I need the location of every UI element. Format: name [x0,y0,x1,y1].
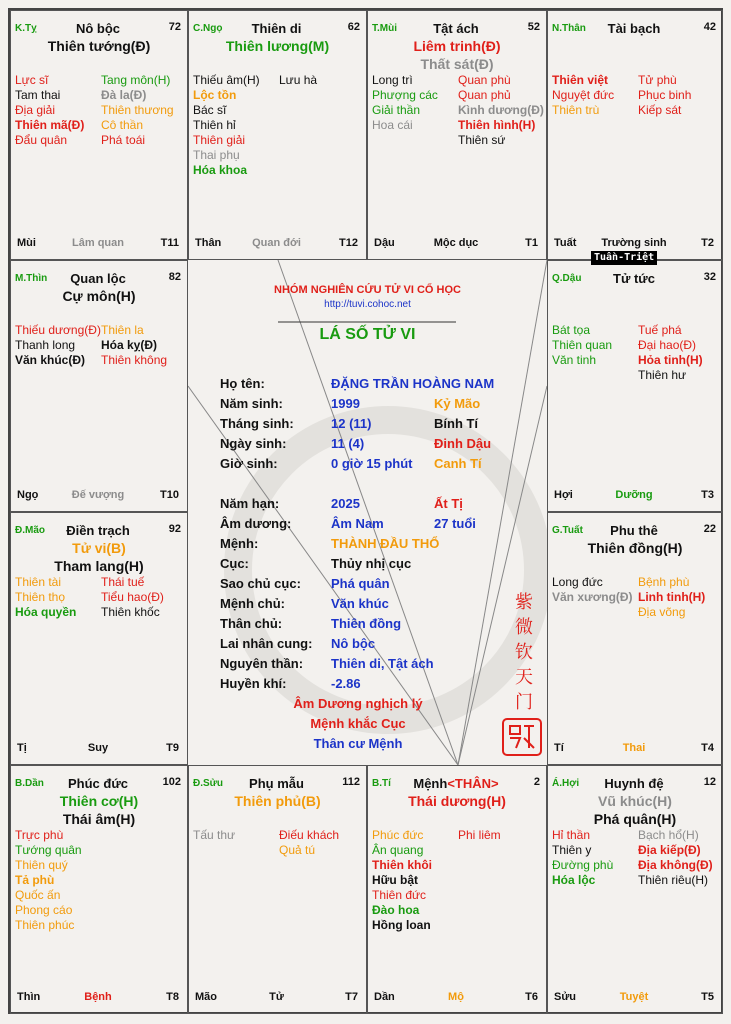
info-value: 11 (4) [331,436,365,451]
minor-star[interactable]: Tuế phá [638,323,682,337]
minor-star[interactable]: Phục binh [638,88,692,102]
info-label: Mệnh: [220,536,259,551]
tuvi-chart [8,8,723,1014]
minor-star[interactable]: Thiếu dương(Đ) [15,323,101,337]
minor-star[interactable]: Thiên quý [15,858,68,872]
info-value-secondary: Đinh Dậu [434,436,492,451]
palace-name: Tài bạch [607,21,661,36]
main-star[interactable]: Thất sát(Đ) [420,56,494,72]
main-stars [11,539,187,575]
minor-star[interactable]: Ân quang [372,843,424,857]
minor-star[interactable]: Hoa cái [372,118,413,132]
palace-footer [554,742,714,756]
palace-name: Quan lộc [70,271,126,286]
minor-star[interactable]: Văn xương(Đ) [552,590,633,604]
minor-star[interactable]: Thiên y [552,843,592,857]
life-stage: Tuyệt [619,991,649,1003]
minor-star[interactable]: Tang môn(H) [101,73,171,87]
palace-header [15,523,181,539]
minor-stars-right [279,73,317,88]
palace-footer [195,991,358,1005]
heavenly-stem: Q.Dậu [552,273,582,284]
palace-tat-ach[interactable] [367,10,547,260]
life-stage: Mộ [448,991,464,1003]
minor-stars-right [458,828,501,843]
info-value: 12 (11) [331,416,372,431]
minor-star[interactable]: Phượng các [372,88,438,102]
info-label: Ngày sinh: [220,436,287,451]
minor-star[interactable]: Phá toái [101,133,146,147]
earthly-branch: Thìn [17,991,41,1003]
palace-menh[interactable] [367,765,547,1014]
heavenly-stem: G.Tuất [552,525,583,536]
minor-star[interactable]: Lực sĩ [15,73,49,87]
heavenly-stem: N.Thân [552,23,586,34]
age-range: T3 [701,489,714,501]
age-range: T8 [166,991,179,1003]
minor-stars-right [101,323,167,368]
age-range: T10 [160,489,179,501]
info-label: Cục: [220,556,249,571]
minor-star[interactable]: Thai phụ [193,148,240,162]
chinese-characters [514,590,534,715]
minor-star[interactable]: Thiên hỉ [193,118,236,132]
minor-star[interactable]: Tấu thư [193,828,236,842]
palace-name: Phúc đức [68,776,128,791]
minor-star[interactable]: Nguyệt đức [552,88,615,102]
life-stage: Dưỡng [615,489,653,501]
minor-star[interactable]: Quan phù [458,73,511,87]
minor-stars-left [552,73,614,118]
palace-name: Huynh đệ [604,776,664,791]
minor-stars-left [372,828,432,933]
palace-footer [17,991,179,1005]
minor-star[interactable]: Địa không(Đ) [638,858,713,872]
minor-star[interactable]: Thiên đức [372,888,427,902]
minor-stars-left [15,323,101,368]
palace-phu-mau[interactable] [188,765,367,1014]
minor-star[interactable]: Tử phù [638,73,677,87]
chart-note: Mệnh khắc Cục [310,716,406,731]
palace-phu-the[interactable] [547,512,723,765]
palace-header [193,21,360,37]
minor-star[interactable]: Tướng quân [15,843,82,857]
earthly-branch: Tuất [554,237,577,249]
life-stage: Đế vượng [71,489,125,501]
palace-number: 62 [347,21,360,33]
minor-stars-left [15,828,82,933]
minor-star[interactable]: Bát tọa [552,323,591,337]
minor-star[interactable]: Thiên la [101,323,144,337]
palace-footer [17,237,179,251]
age-range: T12 [339,237,358,249]
age-range: T9 [166,742,179,754]
minor-stars-right [458,73,544,148]
minor-star[interactable]: Đường phù [552,858,614,872]
info-value-secondary: 27 tuổi [434,516,476,531]
earthly-branch: Dần [374,991,395,1003]
chinese-char: 天 [515,667,533,688]
life-stage: Suy [87,742,109,754]
info-label: Lai nhân cung: [220,636,313,651]
minor-star[interactable]: Hữu bật [372,873,419,887]
minor-star[interactable]: Lộc tồn [193,88,237,102]
minor-star[interactable]: Thiên không [101,353,168,367]
minor-star[interactable]: Thiên tài [15,575,62,589]
minor-star[interactable]: Bệnh phù [638,575,690,589]
minor-star[interactable]: Long trì [372,73,413,87]
minor-star[interactable]: Đào hoa [372,903,420,917]
minor-star[interactable]: Phong cáo [15,903,73,917]
main-star[interactable]: Cự môn(H) [62,288,136,304]
minor-star[interactable]: Bác sĩ [193,103,227,117]
heavenly-stem: Á.Hợi [552,778,580,789]
main-star[interactable]: Thái dương(H) [408,793,506,809]
minor-stars-left [552,828,613,888]
minor-stars-left [15,73,84,148]
age-range: T7 [345,991,358,1003]
heavenly-stem: T.Mùi [372,23,397,34]
earthly-branch: Tí [554,742,564,754]
palace-number: 12 [703,776,716,788]
than-tag: <THÂN> [447,776,499,791]
minor-star[interactable]: Long đức [552,575,603,589]
life-stage: Thai [622,742,646,754]
info-label: Âm dương: [220,516,292,531]
chinese-char: 微 [515,617,533,638]
minor-star[interactable]: Quả tú [279,843,316,857]
minor-star[interactable]: Thiên quan [552,338,613,352]
minor-star[interactable]: Cô thần [101,118,144,132]
minor-star[interactable]: Điếu khách [279,828,340,842]
main-star[interactable]: Tử vi(B) [72,540,126,556]
minor-star[interactable]: Tam thai [15,88,61,102]
minor-star[interactable]: Thiên khốc [101,605,160,619]
palace-footer [374,237,538,251]
minor-star[interactable]: Thái tuế [101,575,145,589]
info-value: Thiên di, Tật ách [331,656,434,671]
main-stars [11,287,187,305]
info-value: 1999 [331,396,360,411]
info-value: Thủy nhị cục [331,556,412,571]
palace-number: 22 [703,523,716,535]
palace-huynh-de[interactable] [547,765,723,1014]
minor-star[interactable]: Thiên việt [552,73,609,87]
palace-footer [17,489,179,503]
palace-number: 92 [168,523,181,535]
center-info-panel [188,260,547,765]
minor-star[interactable]: Thiên mã(Đ) [15,118,85,132]
tuan-triet-label: Tuần-Triệt [591,251,657,265]
main-star[interactable]: Tham lang(H) [54,558,144,574]
main-star[interactable]: Thiên đồng(H) [587,540,683,556]
info-label: Nguyên thần: [220,656,304,671]
heavenly-stem: B.Tí [372,778,391,789]
age-range: T1 [525,237,538,249]
main-stars [548,539,722,557]
info-value: Văn khúc [331,596,389,611]
age-range: T5 [701,991,714,1003]
minor-star[interactable]: Quốc ấn [15,888,61,902]
palace-name: Nô bộc [75,21,121,36]
minor-star[interactable]: Đẩu quân [15,133,68,147]
palace-footer [554,237,714,251]
palace-phuc-duc[interactable] [10,765,188,1014]
minor-star[interactable]: Thiếu âm(H) [193,73,260,87]
minor-stars-right [101,575,164,620]
main-star[interactable]: Vũ khúc(H) [598,793,672,809]
life-stage: Mộc dục [433,237,479,249]
minor-star[interactable]: Thiên thọ [15,590,66,604]
palace-name: Phụ mẫu [249,776,304,791]
palace-number: 82 [168,271,181,283]
main-stars [189,37,366,55]
chart-note: Thân cư Mệnh [313,736,403,751]
main-star[interactable]: Thái âm(H) [62,811,136,827]
palace-name: Phu thê [610,523,658,538]
life-stage: Tử [269,991,284,1003]
palace-tu-tuc[interactable] [547,260,723,512]
info-label: Mệnh chủ: [220,596,285,611]
palace-name: Tật ách [433,21,479,36]
info-value: THÀNH ĐẦU THỔ [331,536,440,551]
minor-star[interactable]: Địa võng [638,605,686,619]
minor-star[interactable]: Kình dương(Đ) [458,103,544,117]
info-label: Tháng sinh: [220,416,294,431]
life-stage: Bệnh [84,991,112,1003]
minor-star[interactable]: Phi liêm [458,828,501,842]
minor-star[interactable]: Thiên thương [101,103,174,117]
palace-header [372,776,540,792]
palace-name: Thiên di [251,21,302,36]
palace-number: 112 [342,776,360,788]
palace-tai-bach[interactable] [547,10,723,260]
palace-header [552,21,716,37]
minor-stars-right [638,575,705,620]
palace-number: 72 [168,21,181,33]
info-value-secondary: Bính Tí [434,416,479,431]
palace-footer [195,237,358,251]
info-label: Họ tên: [220,376,265,391]
earthly-branch: Sửu [554,991,577,1003]
minor-star[interactable]: Phúc đức [372,828,424,842]
palace-header [193,776,360,792]
palace-number: 102 [162,776,181,788]
minor-star[interactable]: Linh tinh(H) [638,590,706,604]
minor-stars-left [15,575,76,620]
minor-star[interactable]: Đà la(Đ) [101,88,147,102]
main-star[interactable]: Phá quân(H) [593,811,677,827]
info-value: Nô bộc [331,636,376,651]
palace-dien-trach[interactable] [10,512,188,765]
palace-header [552,523,716,539]
minor-stars-left [193,828,235,843]
minor-stars-right [638,828,713,888]
palace-number: 42 [703,21,716,33]
earthly-branch: Mão [195,991,217,1003]
minor-star[interactable]: Tiểu hao(Đ) [101,590,164,604]
palace-header [15,271,181,287]
palace-footer [554,991,714,1005]
life-stage: Quan đới [252,237,301,249]
earthly-branch: Thân [195,237,222,249]
heavenly-stem: Đ.Sửu [193,778,224,789]
minor-star[interactable]: Giải thần [372,103,421,117]
minor-star[interactable]: Hỉ thần [552,828,591,842]
minor-star[interactable]: Lưu hà [279,73,318,87]
info-label: Năm hạn: [220,496,280,511]
minor-star[interactable]: Thiên giải [193,133,246,147]
minor-star[interactable]: Quan phủ [458,88,511,102]
minor-star[interactable]: Hóa lộc [552,873,596,887]
minor-star[interactable]: Thiên phúc [15,918,75,932]
chart-title: LÁ SỐ TỬ VI [319,326,416,343]
chinese-char: 门 [515,692,533,713]
main-stars [11,792,187,828]
heavenly-stem: B.Dần [15,778,44,789]
minor-star[interactable]: Thiên sứ [458,133,506,147]
seal-stamp [502,718,542,756]
palace-footer [554,489,714,503]
info-value: Phá quân [331,576,390,591]
minor-star[interactable]: Địa giải [15,103,56,117]
main-star[interactable]: Thiên cơ(H) [59,793,139,809]
life-stage: Trường sinh [601,237,667,249]
palace-footer [17,742,179,756]
main-stars [368,37,546,73]
minor-star[interactable]: Hóa kỵ(Đ) [101,338,158,352]
minor-star[interactable]: Thiên hình(H) [458,118,536,132]
info-value: Thiên đồng [331,616,402,631]
life-stage: Lâm quan [72,237,124,249]
minor-stars-left [552,323,612,368]
earthly-branch: Tị [17,742,27,754]
minor-stars-left [372,73,438,133]
heavenly-stem: Đ.Mão [15,525,45,536]
age-range: T4 [701,742,714,754]
main-star[interactable]: Thiên phủ(B) [234,793,321,809]
minor-star[interactable]: Hóa khoa [193,163,248,177]
minor-star[interactable]: Tả phù [15,873,55,887]
heavenly-stem: K.Tỵ [15,23,37,34]
minor-star[interactable]: Trực phù [15,828,64,842]
minor-star[interactable]: Văn khúc(Đ) [15,353,86,367]
info-value: 0 giờ 15 phút [331,456,413,471]
minor-stars-left [552,575,633,605]
minor-stars-right [279,828,339,858]
minor-star[interactable]: Hóa quyền [15,605,77,619]
minor-star[interactable]: Hỏa tinh(H) [638,353,703,367]
info-value: ĐẶNG TRẦN HOÀNG NAM [331,376,495,391]
main-stars [11,37,187,55]
info-label: Huyền khí: [220,676,287,691]
minor-star[interactable]: Thiên hư [638,368,687,382]
info-label: Năm sinh: [220,396,283,411]
info-value-secondary: Kỷ Mão [434,396,481,411]
minor-star[interactable]: Hồng loan [372,918,431,932]
minor-star[interactable]: Đại hao(Đ) [638,338,697,352]
palace-number: 32 [703,271,716,283]
palace-name: Điền trạch [66,523,130,538]
heavenly-stem: M.Thìn [15,273,48,284]
info-value-secondary: Ất Tị [434,496,463,511]
earthly-branch: Hợi [554,489,573,501]
minor-star[interactable]: Bạch hổ(H) [638,828,699,842]
earthly-branch: Mùi [17,237,36,249]
info-value: -2.86 [331,676,361,691]
palace-thien-di[interactable] [188,10,367,260]
palace-header [372,21,540,37]
info-label: Sao chủ cục: [220,576,301,591]
info-label: Giờ sinh: [220,456,278,471]
palace-no-boc[interactable] [10,10,188,260]
earthly-branch: Ngọ [17,489,39,501]
info-value-secondary: Canh Tí [434,456,482,471]
minor-stars-right [638,323,703,383]
chinese-char: 紫 [515,592,533,613]
palace-name: Mệnh<THÂN> [413,776,499,791]
minor-star[interactable]: Thiên trù [552,103,600,117]
main-star[interactable]: Liêm trinh(Đ) [413,38,501,54]
palace-header [15,21,181,37]
palace-header [552,776,716,792]
info-value: 2025 [331,496,360,511]
palace-header [552,271,716,287]
palace-quan-loc[interactable] [10,260,188,512]
main-stars [189,792,366,810]
website-link[interactable]: http://tuvi.cohoc.net [324,299,411,310]
chinese-char: 钦 [515,642,533,663]
main-stars [368,792,546,810]
minor-stars-right [638,73,691,118]
chart-note: Âm Dương nghịch lý [293,696,423,711]
info-label: Thân chủ: [220,616,283,631]
minor-stars-left [193,73,260,178]
main-stars [548,792,722,828]
palace-name: Tử tức [613,271,655,286]
age-range: T2 [701,237,714,249]
main-star[interactable]: Thiên lương(M) [225,38,330,54]
age-range: T11 [160,237,179,249]
palace-number: 2 [533,776,540,788]
palace-header [15,776,181,792]
main-star[interactable]: Thiên tướng(Đ) [47,38,151,54]
research-group: NHÓM NGHIÊN CỨU TỬ VI CỔ HỌC [274,284,461,296]
minor-star[interactable]: Thiên riêu(H) [638,873,709,887]
minor-star[interactable]: Kiếp sát [638,103,682,117]
minor-star[interactable]: Thanh long [15,338,76,352]
earthly-branch: Dậu [374,237,395,249]
minor-star[interactable]: Văn tinh [552,353,597,367]
age-range: T6 [525,991,538,1003]
heavenly-stem: C.Ngọ [193,23,223,34]
minor-star[interactable]: Địa kiếp(Đ) [638,843,701,857]
minor-stars-right [101,73,174,148]
info-value: Âm Nam [331,516,384,531]
palace-number: 52 [527,21,540,33]
minor-star[interactable]: Thiên khôi [372,858,432,872]
palace-footer [374,991,538,1005]
